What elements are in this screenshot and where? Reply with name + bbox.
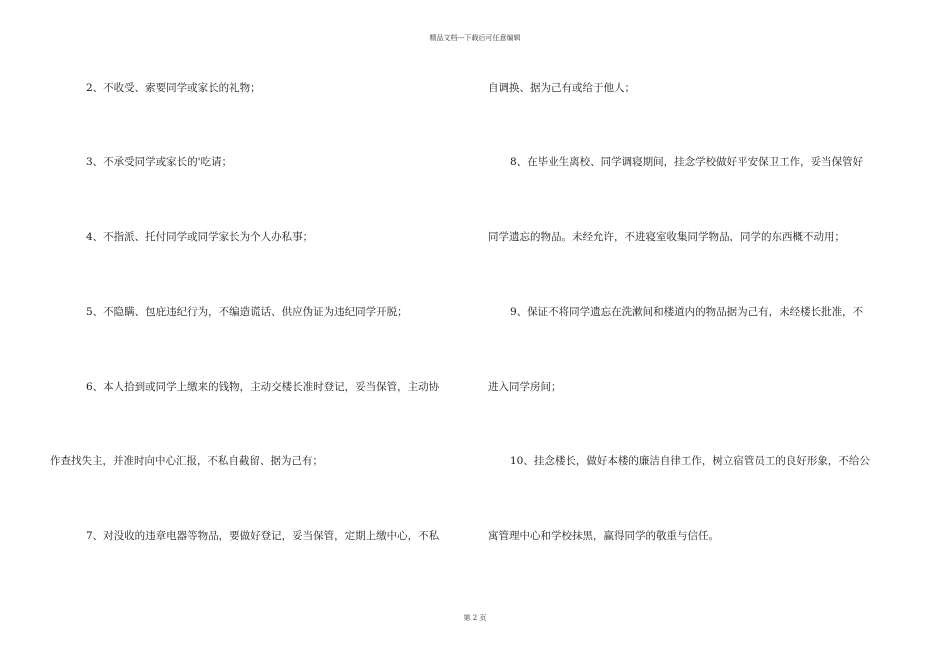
page-header: 精品文档---下载后可任意编辑 [429,34,521,42]
text-line: 作查找失主，并准时向中心汇报，不私自截留、据为己有； [50,455,323,467]
text-line: 6、本人拾到或同学上缴来的钱物，主动交楼长准时登记，妥当保管，主动协 [86,381,440,393]
text-line: 4、不指派、托付同学或同学家长为个人办私事； [86,231,314,243]
text-line: 自调换、据为己有或给于他人； [488,82,635,94]
text-line: 进入同学房间； [488,381,562,393]
text-line: 10、挂念楼长，做好本楼的廉洁自律工作，树立宿管员工的良好形象，不给公 [510,455,870,467]
text-line: 9、保证不将同学遗忘在洗漱间和楼道内的物品据为己有，未经楼长批准，不 [510,306,864,318]
text-line: 7、对没收的违章电器等物品，要做好登记，妥当保管，定期上缴中心，不私 [86,530,440,542]
text-line: 同学遗忘的物品。未经允许，不进寝室收集同学物品，同学的东西概不动用； [488,231,845,243]
text-line: 2、不收受、索要同学或家长的礼物； [86,82,261,94]
text-line: 寓管理中心和学校抹黑，赢得同学的敬重与信任。 [488,530,719,542]
page-number: 第 2 页 [463,614,487,622]
text-line: 3、不承受同学或家长的'吃请； [86,156,233,168]
right-column [488,0,918,672]
text-line: 8、在毕业生离校、同学调寝期间，挂念学校做好平安保卫工作，妥当保管好 [510,156,864,168]
left-column [50,0,480,672]
text-line: 5、不隐瞒、包庇违纪行为，不编造谎话、供应伪证为违纪同学开脱； [86,306,408,318]
